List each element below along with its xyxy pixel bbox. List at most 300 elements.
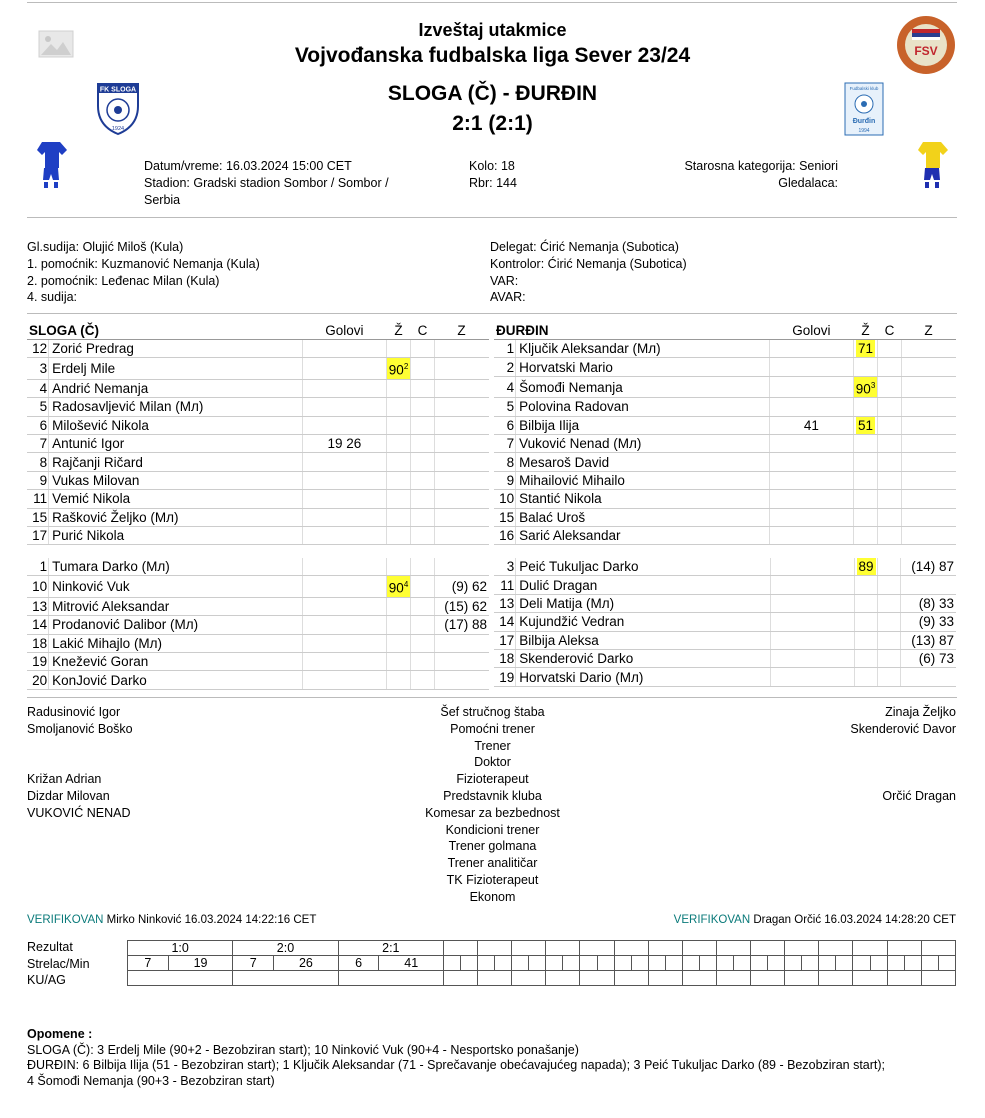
yellow-card-minute xyxy=(854,377,877,398)
player-name: Dulić Dragan xyxy=(516,576,771,594)
substitution-info xyxy=(901,490,956,508)
away-logo-text: Fudbalski klub xyxy=(849,86,879,91)
scorer-cell xyxy=(614,956,631,971)
away-staff-member: Orčić Dragan xyxy=(882,788,956,803)
player-row xyxy=(27,490,489,508)
yellow-card-cell xyxy=(386,416,411,434)
yellow-card-minute xyxy=(387,576,410,597)
substitution-info xyxy=(901,471,956,489)
player-row xyxy=(27,340,489,358)
player-row xyxy=(494,340,956,358)
red-card-cell xyxy=(411,398,434,416)
red-card-cell xyxy=(878,576,901,594)
fourth-official: 4. sudija: xyxy=(27,290,78,304)
home-staff-member xyxy=(27,754,133,771)
controller: Kontrolor: Ćirić Nemanja (Subotica) xyxy=(490,257,687,271)
cautions-title: Opomene : xyxy=(27,1027,93,1041)
red-card-cell xyxy=(411,453,434,471)
scorer-cell: 26 xyxy=(274,956,339,971)
player-goals xyxy=(770,435,854,453)
player-row xyxy=(27,508,489,526)
yellow-card-cell xyxy=(853,435,878,453)
scorer-cell xyxy=(785,956,802,971)
home-team-name: SLOGA (Č) xyxy=(27,321,303,340)
player-number: 14 xyxy=(494,613,516,631)
yellow-card-cell xyxy=(386,508,411,526)
ku-ag-cell xyxy=(921,971,955,986)
player-number: 3 xyxy=(27,358,49,380)
yellow-card-min: 51 xyxy=(858,417,874,433)
ku-ag-cell xyxy=(819,971,853,986)
result-cell xyxy=(785,941,819,956)
player-name: Horvatski Dario (Mл) xyxy=(516,668,771,686)
player-name: Prodanović Dalibor (Mл) xyxy=(49,616,303,634)
red-card-cell xyxy=(878,613,901,631)
scorer-cell xyxy=(563,956,580,971)
player-number: 13 xyxy=(494,594,516,612)
player-goals xyxy=(303,508,387,526)
yellow-card-cell xyxy=(386,471,411,489)
player-goals xyxy=(770,613,854,631)
substitution-info xyxy=(434,558,489,576)
substitution-info xyxy=(901,527,956,545)
result-cell xyxy=(614,941,648,956)
player-number: 17 xyxy=(27,527,49,545)
substitution-info xyxy=(901,376,956,398)
away-staff-member xyxy=(700,771,956,788)
substitution-info xyxy=(434,398,489,416)
result-cell xyxy=(716,941,750,956)
player-number: 12 xyxy=(27,340,49,358)
spectators: Gledalaca: xyxy=(778,176,838,190)
home-starters-table xyxy=(27,321,489,545)
substitution-info xyxy=(434,435,489,453)
ku-ag-row xyxy=(128,971,956,986)
main-referee: Gl.sudija: Olujić Miloš (Kula) xyxy=(27,240,184,254)
player-row xyxy=(27,453,489,471)
player-name: Vuković Nenad (Mл) xyxy=(516,435,770,453)
player-number: 11 xyxy=(494,576,516,594)
player-number: 18 xyxy=(27,634,49,652)
red-card-cell xyxy=(878,471,901,489)
ku-ag-cell xyxy=(853,971,887,986)
player-number: 16 xyxy=(494,527,516,545)
substitution-info: (6) 73 xyxy=(901,649,956,667)
sub-header: Z xyxy=(434,321,489,340)
sub-header: Z xyxy=(901,321,956,340)
player-goals xyxy=(303,490,387,508)
scorer-cell: 41 xyxy=(379,956,444,971)
result-cell xyxy=(648,941,682,956)
divider xyxy=(27,217,957,218)
yellow-card-cell xyxy=(386,358,411,380)
player-row xyxy=(494,508,956,526)
red-card-cell xyxy=(411,490,434,508)
yellow-card-cell xyxy=(386,558,411,576)
red-card-cell xyxy=(878,398,901,416)
yellow-card-cell xyxy=(853,340,878,358)
staff-role: Trener analitičar xyxy=(447,856,538,871)
federation-logo-text: FSV xyxy=(914,44,938,58)
match-stadium: Stadion: Gradski stadion Sombor / Sombor / xyxy=(144,176,389,190)
player-row xyxy=(27,527,489,545)
yellow-card-minute xyxy=(856,417,875,434)
result-cell xyxy=(512,941,546,956)
home-verification xyxy=(27,912,316,929)
player-number: 9 xyxy=(27,471,49,489)
player-row xyxy=(27,471,489,489)
player-name: Deli Matija (Mл) xyxy=(516,594,771,612)
red-card-cell xyxy=(411,576,434,598)
scorer-cell: 19 xyxy=(168,956,233,971)
result-cell xyxy=(921,941,955,956)
player-goals xyxy=(303,416,387,434)
substitution-info xyxy=(901,453,956,471)
ku-ag-cell xyxy=(478,971,512,986)
red-card-cell xyxy=(878,558,901,576)
player-goals xyxy=(303,340,387,358)
player-number: 3 xyxy=(494,558,516,576)
player-goals xyxy=(303,358,387,380)
red-card-cell xyxy=(411,653,434,671)
result-cell xyxy=(819,941,853,956)
staff-role: Šef stručnog štaba xyxy=(440,705,545,719)
red-card-cell xyxy=(411,527,434,545)
substitution-info xyxy=(434,653,489,671)
yellow-card-cell xyxy=(386,490,411,508)
player-name: KonJović Darko xyxy=(49,671,303,689)
yellow-card-cell xyxy=(386,634,411,652)
red-card-cell xyxy=(411,508,434,526)
ku-ag-cell xyxy=(648,971,682,986)
player-name: Rašković Željko (Mл) xyxy=(49,508,303,526)
player-row xyxy=(494,631,956,649)
staff-role: Ekonom xyxy=(469,889,516,904)
result-cell xyxy=(443,941,477,956)
player-goals xyxy=(303,527,387,545)
result-cell xyxy=(887,941,921,956)
player-name: Mitrović Aleksandar xyxy=(49,597,303,615)
player-row xyxy=(494,527,956,545)
yellow-card-min: 90 xyxy=(855,381,871,397)
yellow-card-cell xyxy=(386,398,411,416)
player-goals xyxy=(303,597,387,615)
yellow-card-cell xyxy=(854,631,877,649)
yellow-card-cell xyxy=(854,576,877,594)
yellow-header: Ž xyxy=(853,321,878,340)
scorer-cell xyxy=(665,956,682,971)
staff-role: TK Fizioterapeut xyxy=(446,872,539,887)
ku-ag-cell xyxy=(546,971,580,986)
yellow-card-cell xyxy=(853,376,878,398)
player-goals xyxy=(770,631,854,649)
yellow-card-min: 71 xyxy=(858,341,874,357)
yellow-card-cell xyxy=(854,594,877,612)
var-official: VAR: xyxy=(490,274,519,288)
substitution-info xyxy=(434,471,489,489)
red-card-cell xyxy=(411,634,434,652)
scorer-cell xyxy=(734,956,751,971)
player-number: 11 xyxy=(27,490,49,508)
player-goals xyxy=(303,379,387,397)
player-goals xyxy=(770,490,854,508)
player-row xyxy=(27,597,489,615)
player-name: Mihailović Mihailo xyxy=(516,471,770,489)
red-card-cell xyxy=(411,435,434,453)
player-row xyxy=(27,416,489,434)
red-card-cell xyxy=(878,340,901,358)
player-name: Vukas Milovan xyxy=(49,471,303,489)
scorer-cell xyxy=(938,956,955,971)
red-card-cell xyxy=(411,416,434,434)
scorer-cell: 7 xyxy=(128,956,169,971)
home-logo-text: FK SLOGA xyxy=(99,86,137,94)
label-ku-ag: KU/AG xyxy=(27,973,66,987)
substitution-info xyxy=(901,416,956,434)
ku-ag-cell xyxy=(751,971,785,986)
red-card-cell xyxy=(878,668,901,686)
substitution-info xyxy=(901,435,956,453)
player-number: 8 xyxy=(27,453,49,471)
ku-ag-cell xyxy=(512,971,546,986)
player-row xyxy=(494,435,956,453)
player-row xyxy=(27,358,489,380)
result-cell xyxy=(853,941,887,956)
red-card-cell xyxy=(878,508,901,526)
home-staff-list xyxy=(27,704,133,822)
substitution-info: (15) 62 xyxy=(434,597,489,615)
home-club-logo xyxy=(94,80,142,136)
player-name: Tumara Darko (Mл) xyxy=(49,558,303,576)
cautions-away: ĐURĐIN: 6 Bilbija Ilija (51 - Bezobziran start); 1 Ključik Aleksandar (71 - Sprečavanje obećavajućeg napada); 3 Peić Tukuljac Darko (89 - Bezobziran start); xyxy=(27,1058,886,1072)
player-name: Bilbija Ilija xyxy=(516,416,770,434)
home-kit-icon xyxy=(34,140,68,190)
player-row xyxy=(494,398,956,416)
staff-role: Fizioterapeut xyxy=(456,772,529,787)
red-card-cell xyxy=(878,527,901,545)
player-row xyxy=(494,576,956,594)
scorer-cell xyxy=(495,956,512,971)
player-row xyxy=(27,634,489,652)
away-logo-name: Đurđin xyxy=(852,118,876,125)
yellow-card-cell xyxy=(853,508,878,526)
away-logo-year: 1994 xyxy=(858,128,870,134)
yellow-card-cell xyxy=(854,558,877,576)
yellow-card-cell xyxy=(853,527,878,545)
red-card-cell xyxy=(411,471,434,489)
red-card-cell xyxy=(878,416,901,434)
player-row xyxy=(27,379,489,397)
scorer-cell xyxy=(716,956,733,971)
player-goals xyxy=(303,398,387,416)
scorer-cell xyxy=(853,956,870,971)
player-name: Zorić Predrag xyxy=(49,340,303,358)
match-datetime: Datum/vreme: 16.03.2024 15:00 CET xyxy=(144,159,352,173)
ku-ag-cell xyxy=(233,971,338,986)
yellow-card-cell xyxy=(853,416,878,434)
ku-ag-cell xyxy=(887,971,921,986)
player-row xyxy=(494,453,956,471)
scorer-cell xyxy=(461,956,478,971)
substitution-info xyxy=(434,508,489,526)
player-number: 6 xyxy=(27,416,49,434)
delegate: Delegat: Ćirić Nemanja (Subotica) xyxy=(490,240,679,254)
player-name: Ninković Vuk xyxy=(49,576,303,598)
substitution-info: (14) 87 xyxy=(901,558,956,576)
player-number: 20 xyxy=(27,671,49,689)
away-verified-text: Dragan Orčić 16.03.2024 14:28:20 CET xyxy=(753,914,956,926)
player-goals xyxy=(770,453,854,471)
yellow-card-cell xyxy=(386,671,411,689)
yellow-card-min: 90 xyxy=(388,580,404,596)
red-card-cell xyxy=(878,594,901,612)
away-starters-table xyxy=(494,321,956,545)
red-card-cell xyxy=(878,649,901,667)
player-number: 10 xyxy=(27,576,49,598)
substitution-info xyxy=(434,379,489,397)
player-goals xyxy=(303,653,387,671)
player-name: Balać Uroš xyxy=(516,508,770,526)
player-number: 5 xyxy=(27,398,49,416)
substitution-info: (9) 33 xyxy=(901,613,956,631)
away-staff-member xyxy=(700,738,956,755)
yellow-card-added-time: 2 xyxy=(403,362,409,372)
player-goals xyxy=(770,358,854,376)
away-verification xyxy=(600,912,956,929)
staff-role: Trener xyxy=(474,738,511,753)
goals-header: Golovi xyxy=(770,321,854,340)
result-cell xyxy=(478,941,512,956)
match-score: 2:1 (2:1) xyxy=(452,112,533,135)
substitution-info xyxy=(434,453,489,471)
away-staff-member xyxy=(700,754,956,771)
red-card-cell xyxy=(411,379,434,397)
red-card-cell xyxy=(878,358,901,376)
red-card-cell xyxy=(878,631,901,649)
away-staff-member: Zinaja Željko xyxy=(885,705,956,719)
player-name: Šomođi Nemanja xyxy=(516,376,770,398)
result-cell: 1:0 xyxy=(128,941,233,956)
away-team-name: ĐURĐIN xyxy=(494,321,770,340)
player-name: Rajčanji Ričard xyxy=(49,453,303,471)
player-goals xyxy=(303,634,387,652)
substitution-info xyxy=(901,508,956,526)
staff-roles-list xyxy=(340,704,645,906)
player-name: Lakić Mihajlo (Mл) xyxy=(49,634,303,652)
red-card-cell xyxy=(411,558,434,576)
player-number: 1 xyxy=(27,558,49,576)
yellow-card-cell xyxy=(386,453,411,471)
yellow-card-cell xyxy=(853,453,878,471)
scorer-cell xyxy=(802,956,819,971)
player-name: Peić Tukuljac Darko xyxy=(516,558,771,576)
yellow-card-cell xyxy=(386,435,411,453)
ku-ag-cell xyxy=(128,971,233,986)
scorer-cell: 6 xyxy=(338,956,379,971)
player-goals xyxy=(770,668,854,686)
yellow-card-min: 89 xyxy=(858,559,874,575)
scorer-cell xyxy=(478,956,495,971)
substitution-info xyxy=(901,668,956,686)
player-row xyxy=(27,558,489,576)
yellow-card-cell xyxy=(386,597,411,615)
substitution-info xyxy=(434,671,489,689)
player-row xyxy=(494,558,956,576)
top-rule xyxy=(27,2,957,3)
away-kit-icon xyxy=(915,140,949,190)
cautions-home: SLOGA (Č): 3 Erdelj Mile (90+2 - Bezobziran start); 10 Ninković Vuk (90+4 - Nesportsko ponašanje) xyxy=(27,1043,579,1057)
staff-role: Trener golmana xyxy=(448,839,537,854)
scorer-cell xyxy=(512,956,529,971)
player-row xyxy=(494,668,956,686)
red-header: C xyxy=(411,321,434,340)
player-row xyxy=(494,376,956,398)
scorer-cell xyxy=(921,956,938,971)
away-club-logo xyxy=(844,82,884,136)
player-name: Stantić Nikola xyxy=(516,490,770,508)
scorer-cell xyxy=(682,956,699,971)
player-goals xyxy=(770,340,854,358)
result-row xyxy=(128,941,956,956)
player-number: 15 xyxy=(27,508,49,526)
scorer-row xyxy=(128,956,956,971)
yellow-card-cell xyxy=(854,613,877,631)
yellow-card-cell xyxy=(386,379,411,397)
staff-role: Predstavnik kluba xyxy=(443,788,542,803)
home-verified-text: Mirko Ninković 16.03.2024 14:22:16 CET xyxy=(106,914,317,926)
player-number: 8 xyxy=(494,453,516,471)
player-goals xyxy=(770,508,854,526)
match-title: SLOGA (Č) - ĐURĐIN xyxy=(387,82,598,105)
league-title: Vojvođanska fudbalska liga Sever 23/24 xyxy=(294,44,691,67)
match-rbr: Rbr: 144 xyxy=(469,176,517,190)
red-card-cell xyxy=(878,490,901,508)
staff-role: Komesar za bezbednost xyxy=(425,805,560,820)
scorer-cell: 7 xyxy=(233,956,274,971)
away-staff-member: Skenderović Davor xyxy=(850,721,956,736)
player-name: Milošević Nikola xyxy=(49,416,303,434)
substitution-info: (8) 33 xyxy=(901,594,956,612)
away-staff-list xyxy=(700,704,956,805)
red-card-cell xyxy=(411,340,434,358)
player-name: Radosavljević Milan (Mл) xyxy=(49,398,303,416)
player-row xyxy=(27,435,489,453)
scorer-cell xyxy=(887,956,904,971)
substitution-info: (9) 62 xyxy=(434,576,489,598)
home-staff-member: VUKOVIĆ NENAD xyxy=(27,805,131,820)
staff-role: Kondicioni trener xyxy=(445,822,540,837)
yellow-card-cell xyxy=(853,358,878,376)
yellow-card-added-time: 3 xyxy=(870,380,876,390)
player-number: 15 xyxy=(494,508,516,526)
substitution-info xyxy=(434,340,489,358)
divider xyxy=(27,313,957,314)
staff-role: Pomoćni trener xyxy=(450,721,535,736)
substitution-info xyxy=(901,340,956,358)
player-goals xyxy=(303,616,387,634)
player-name: Andrić Nemanja xyxy=(49,379,303,397)
player-number: 17 xyxy=(494,631,516,649)
player-number: 4 xyxy=(27,379,49,397)
substitution-info xyxy=(901,398,956,416)
scorer-cell xyxy=(819,956,836,971)
yellow-card-minute xyxy=(857,558,876,575)
yellow-card-minute xyxy=(856,340,875,357)
player-row xyxy=(27,398,489,416)
scorer-cell xyxy=(751,956,768,971)
player-name: Knežević Goran xyxy=(49,653,303,671)
player-name: Kujundžić Vedran xyxy=(516,613,771,631)
